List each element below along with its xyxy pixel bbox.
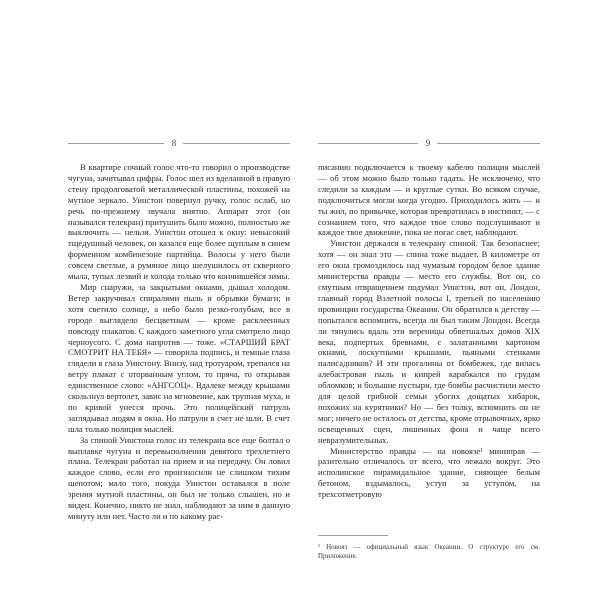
right-page-header <box>318 137 540 149</box>
header-rule <box>318 143 418 144</box>
footnote-text: Новояз — официальный язык Океании. О структуре его см. Приложение. <box>318 543 540 560</box>
footnote-mark: ¹ <box>318 543 321 551</box>
paragraph: Уинстон держался к телекрану спиной. Так безопаснее; хотя — он знал это — спина тоже выдает. В километре от его окна громоздилось над чумазым городом белое здание министерства правды — место его службы. Вот он, со смутным отвращением подумал Уинстон, вот он, Лондон, главный город Взлетной полосы I, третьей по населению провинции государства Океания. Он обратился к детству — попытался вспомнить, всегда ли был таким Лондон. Всегда ли тянулись вдаль эти вереницы обветшалых домов XIX века, подпертых бревнами, с залатанными картоном окнами, лоскутными крышами, пьяными стенками палисадников? И эти прогалины от бомбежек, где вилась алебастровая пыль и кипрей карабкался по грудам обломков; и большие пустыри, где бомбы расчистили место для целой грибной семьи убогих дощатых хибарок, похожих на курятники? Но — без толку, вспомнить он не мог; ничего не осталось от детства, кроме отрывочных, ярко освещенных сцен, лишенных фона и чаще всего невразумительных. <box>318 238 540 445</box>
paragraph: Министерство правды — на новоязе¹ миниправ — разительно отличалось от всего, что лежало вокруг. Это исполинское пирамидальное здание, сияющее белым бетоном, вздымалось, уступ за уступом, на трехсотметровую <box>318 445 540 500</box>
left-page-body <box>68 162 290 522</box>
paragraph: В квартире сочный голос что-то говорил о производстве чугуна, зачитывал цифры. Голос шел из вделанной в правую стену продолговатой металлической пластины, похожей на мутное зеркало. Уинстон повернул ручку, голос ослаб, но речь по-прежнему звучала внятно. Аппарат этот (он назывался телекран) притушить было можно, полностью же выключить — нельзя. Уинстон отошел к окну: невысокий тщедушный человек, он казался еще более щуплым в синем форменном комбинезоне партийца. Волосы у него были совсем светлые, а румяное лицо шелушилось от скверного мыла, тупых лезвий и холода только что кончившейся зимы. <box>68 162 290 282</box>
paragraph: писанию подключается к твоему кабелю полиция мыслей — об этом можно было только гадать. Не исключено, что следили за каждым — и круглые сутки. Во всяком случае, подключиться могли когда угодно. Приходилось жить — и ты жил, по привычке, которая превратилась в инстинкт, — с сознанием того, что каждое твое слово подслушивают и каждое твое движение, пока не погас свет, наблюдают. <box>318 162 540 238</box>
footnote-rule <box>318 535 388 536</box>
header-rule <box>437 143 540 144</box>
right-page-body <box>318 162 540 500</box>
paragraph: За спиной Уинстона голос из телекрана все еще болтал о выплавке чугуна и перевыполнении девятого трехлетнего плана. Телекран работал на прием и на передачу. Он ловил каждое слово, если его произносили не слишком тихим шепотом; мало того, покуда Уинстон оставался в поле зрения мутной пластины, он был не только слышен, но и виден. Конечно, никто не знал, наблюдают за ним в данную минуту или нет. Часто ли и по какому рас- <box>68 434 290 521</box>
header-rule <box>68 143 164 144</box>
header-rule <box>183 143 290 144</box>
footnote-text-block <box>318 543 540 561</box>
left-page-header <box>68 137 290 149</box>
page-number-right: 9 <box>425 138 431 148</box>
page-number-left: 8 <box>171 138 177 148</box>
paragraph: Мир снаружи, за закрытыми окнами, дышал холодом. Ветер закручивал спиралями пыль и обрывки бумаги; и хотя светило солнце, а небо было резко-голубым, все в городе выглядело бесцветным — кроме расклеенных повсюду плакатов. С каждого заметного угла смотрело лицо черноусого. С дома напротив — тоже. «СТАРШИЙ БРАТ СМОТРИТ НА ТЕБЯ» — говорила подпись, и темные глаза глядели в глаза Уинстону. Внизу, над тротуаром, трепался на ветру плакат с оторванным углом, то пряча, то открывая единственное слово: «АНГСОЦ». Вдалеке между крышами скользнул вертолет, завис на мгновение, как трупная муха, и по кривой унесся прочь. Это полицейский патруль заглядывал людям в окна. Но патрули в счет не шли. В счет шла только полиция мыслей. <box>68 281 290 434</box>
footnote <box>318 535 540 561</box>
